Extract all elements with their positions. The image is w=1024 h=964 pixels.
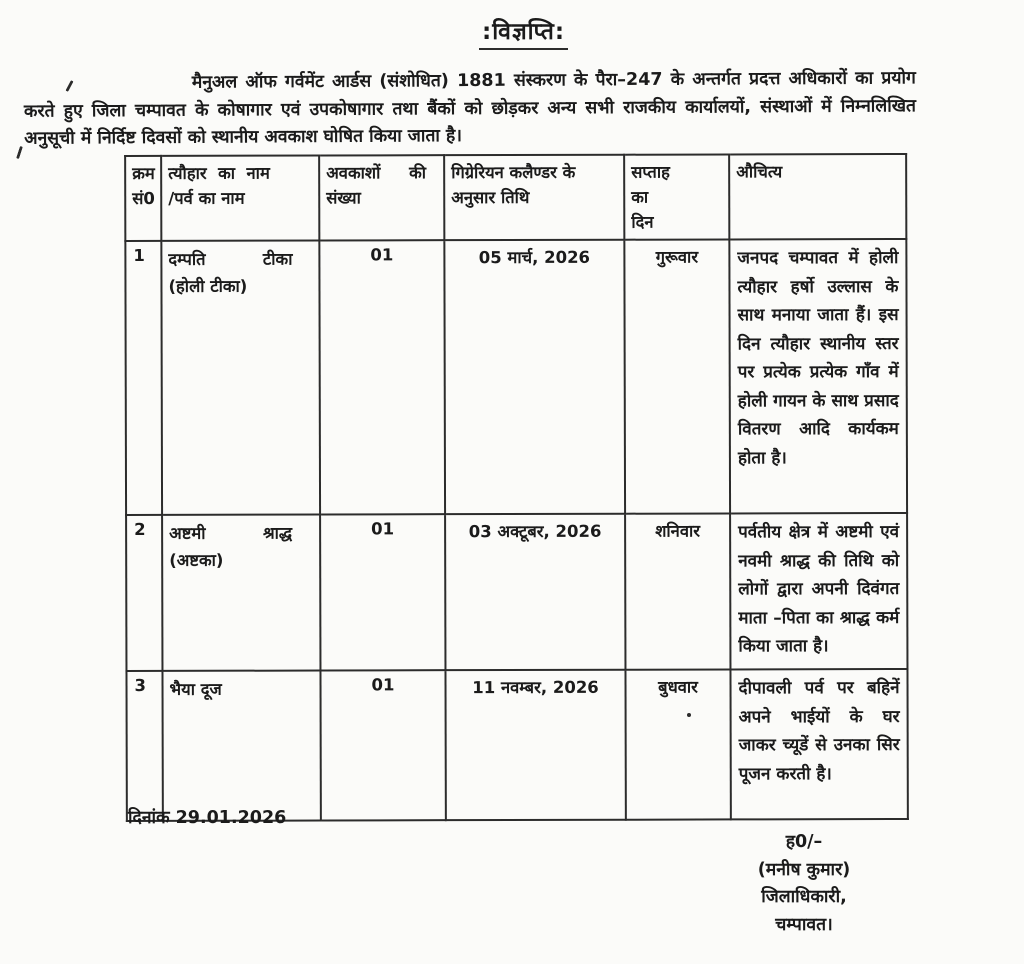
header-weekday: सप्ताह का दिन <box>624 154 729 239</box>
cell-justification: जनपद चम्पावत में होली त्यौहार हर्षो उल्लास के साथ मनाया जाता हैं। इस दिन त्यौहार स्थानीय स्तर पर प्रत्येक प्रत्येक गाँव में होली गायन के साथ प्रसाद वितरण आदि कार्यकम होता है। <box>729 239 907 513</box>
cell-holiday-count: 01 <box>320 670 445 820</box>
cell-date: 11 नवम्बर, 2026 <box>445 670 625 820</box>
signatory-place: चम्पावत। <box>775 914 833 935</box>
table-row <box>125 239 907 515</box>
cell-weekday: बुधवार <box>625 669 730 819</box>
cell-weekday: गुरूवार <box>624 239 730 513</box>
cell-date: 05 मार्च, 2026 <box>444 240 625 514</box>
cell-sno: 3 <box>126 671 162 821</box>
signatory-name: (मनीष कुमार) <box>757 859 851 880</box>
header-date: गिग्रेरियन कलैण्डर के अनुसार तिथि <box>444 155 624 240</box>
cell-sno: 1 <box>125 241 162 515</box>
intro-paragraph: मैनुअल ऑफ गर्वमेंट आर्डस (संशोधित) 1881 संस्करण के पैरा–247 के अन्तर्गत प्रदत्त अधिकारों का प्रयोग करते हुए जिला चम्पावत के कोषागार एवं उपकोषागार तथा बैंकों को छोड़कर अन्य सभी राजकीय कार्यालयों, संस्थाओं में निम्नलिखित अनुसूची में निर्दिष्ट दिवसों को स्थानीय अवकाश घोषित किया जाता है। <box>23 68 917 149</box>
header-holiday-count: अवकाशों की संख्या <box>319 155 444 240</box>
cell-justification: पर्वतीय क्षेत्र में अष्टमी एवं नवमी श्राद्ध की तिथि को लोगों द्वारा अपनी दिवंगत माता –पिता का श्राद्ध कर्म किया जाता है। <box>730 513 907 669</box>
signatory-designation: जिलाधिकारी, <box>761 887 847 907</box>
cell-weekday: शनिवार <box>625 513 730 669</box>
cell-holiday-count: 01 <box>319 240 445 514</box>
cell-holiday-count: 01 <box>320 514 445 670</box>
table-row <box>126 669 907 821</box>
cell-sno: 2 <box>126 515 162 671</box>
cell-date: 03 अक्टूबर, 2026 <box>445 514 625 670</box>
cell-festival-name: दम्पति टीका (होली टीका) <box>161 241 320 515</box>
signature-mark: ह0/– <box>785 832 823 852</box>
signature-block <box>733 829 875 939</box>
header-justification: औचित्य <box>729 154 906 239</box>
header-festival-name: त्यौहार का नाम /पर्व का नाम <box>161 156 319 241</box>
holiday-schedule-table <box>124 153 909 822</box>
scan-artifact-mark <box>16 146 23 159</box>
table-header-row <box>125 154 906 241</box>
cell-festival-name: भैया दूज <box>162 671 320 821</box>
issue-date: दिनांक 29.01.2026 <box>128 808 287 828</box>
cell-justification: दीपावली पर्व पर बहिनें अपने भाईयों के घर जाकर च्यूडें से उनका सिर पूजन करती है। <box>730 669 907 819</box>
table-row <box>126 513 907 671</box>
cell-festival-name: अष्टमी श्राद्ध (अष्टका) <box>162 515 320 671</box>
header-sno: क्रम सं0 <box>125 156 161 241</box>
page-title: :विज्ञप्ति: <box>479 14 568 50</box>
